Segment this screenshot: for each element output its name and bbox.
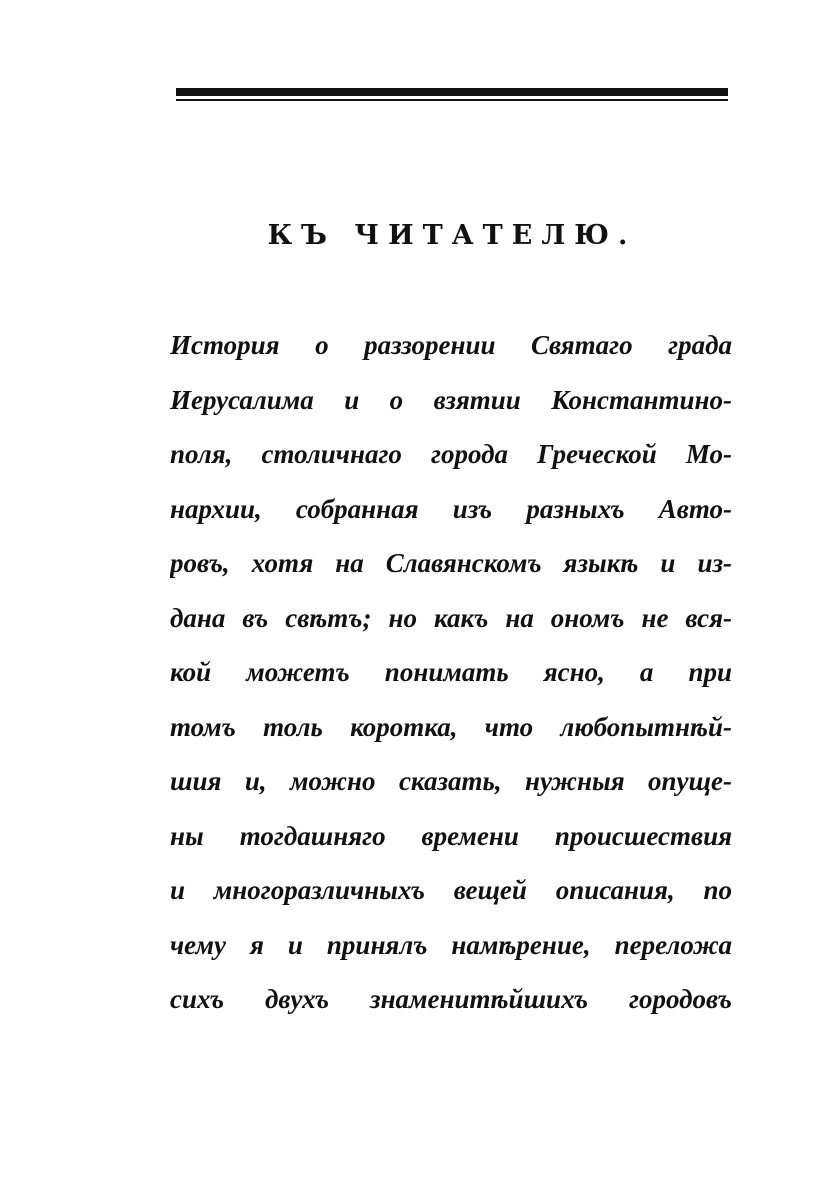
text-line: Иерусалима и о взятии Константино- — [170, 384, 732, 415]
text-line: кой можетъ понимать ясно, а при — [170, 657, 732, 687]
rule-thick — [176, 88, 728, 96]
text-line: История о раззорении Святаго града — [170, 330, 732, 360]
rule-thin — [176, 99, 728, 101]
text-line: томъ толь коротка, что любопытнѣй- — [170, 711, 732, 742]
text-line: шия и, можно сказать, нужныя опуще- — [170, 766, 732, 796]
text-line: дана въ свѣтъ; но какъ на ономъ не вся- — [170, 602, 732, 633]
text-line: ровъ, хотя на Славянскомъ языкѣ и из- — [170, 548, 732, 578]
text-line: сихъ двухъ знаменитѣйшихъ городовъ — [170, 984, 732, 1014]
text-line: и многоразличныхъ вещей описания, по — [170, 875, 732, 905]
text-line: нархии, собранная изъ разныхъ Авто- — [170, 493, 732, 524]
text-line: ны тогдашняго времени происшествия — [170, 820, 732, 851]
page-heading: КЪ ЧИТАТЕЛЮ. — [267, 220, 637, 251]
double-rule — [176, 88, 728, 101]
text-line: поля, столичнаго города Греческой Мо- — [170, 439, 732, 469]
text-line: чему я и принялъ намѣрение, переложа — [170, 929, 732, 960]
body-text — [170, 318, 732, 1027]
